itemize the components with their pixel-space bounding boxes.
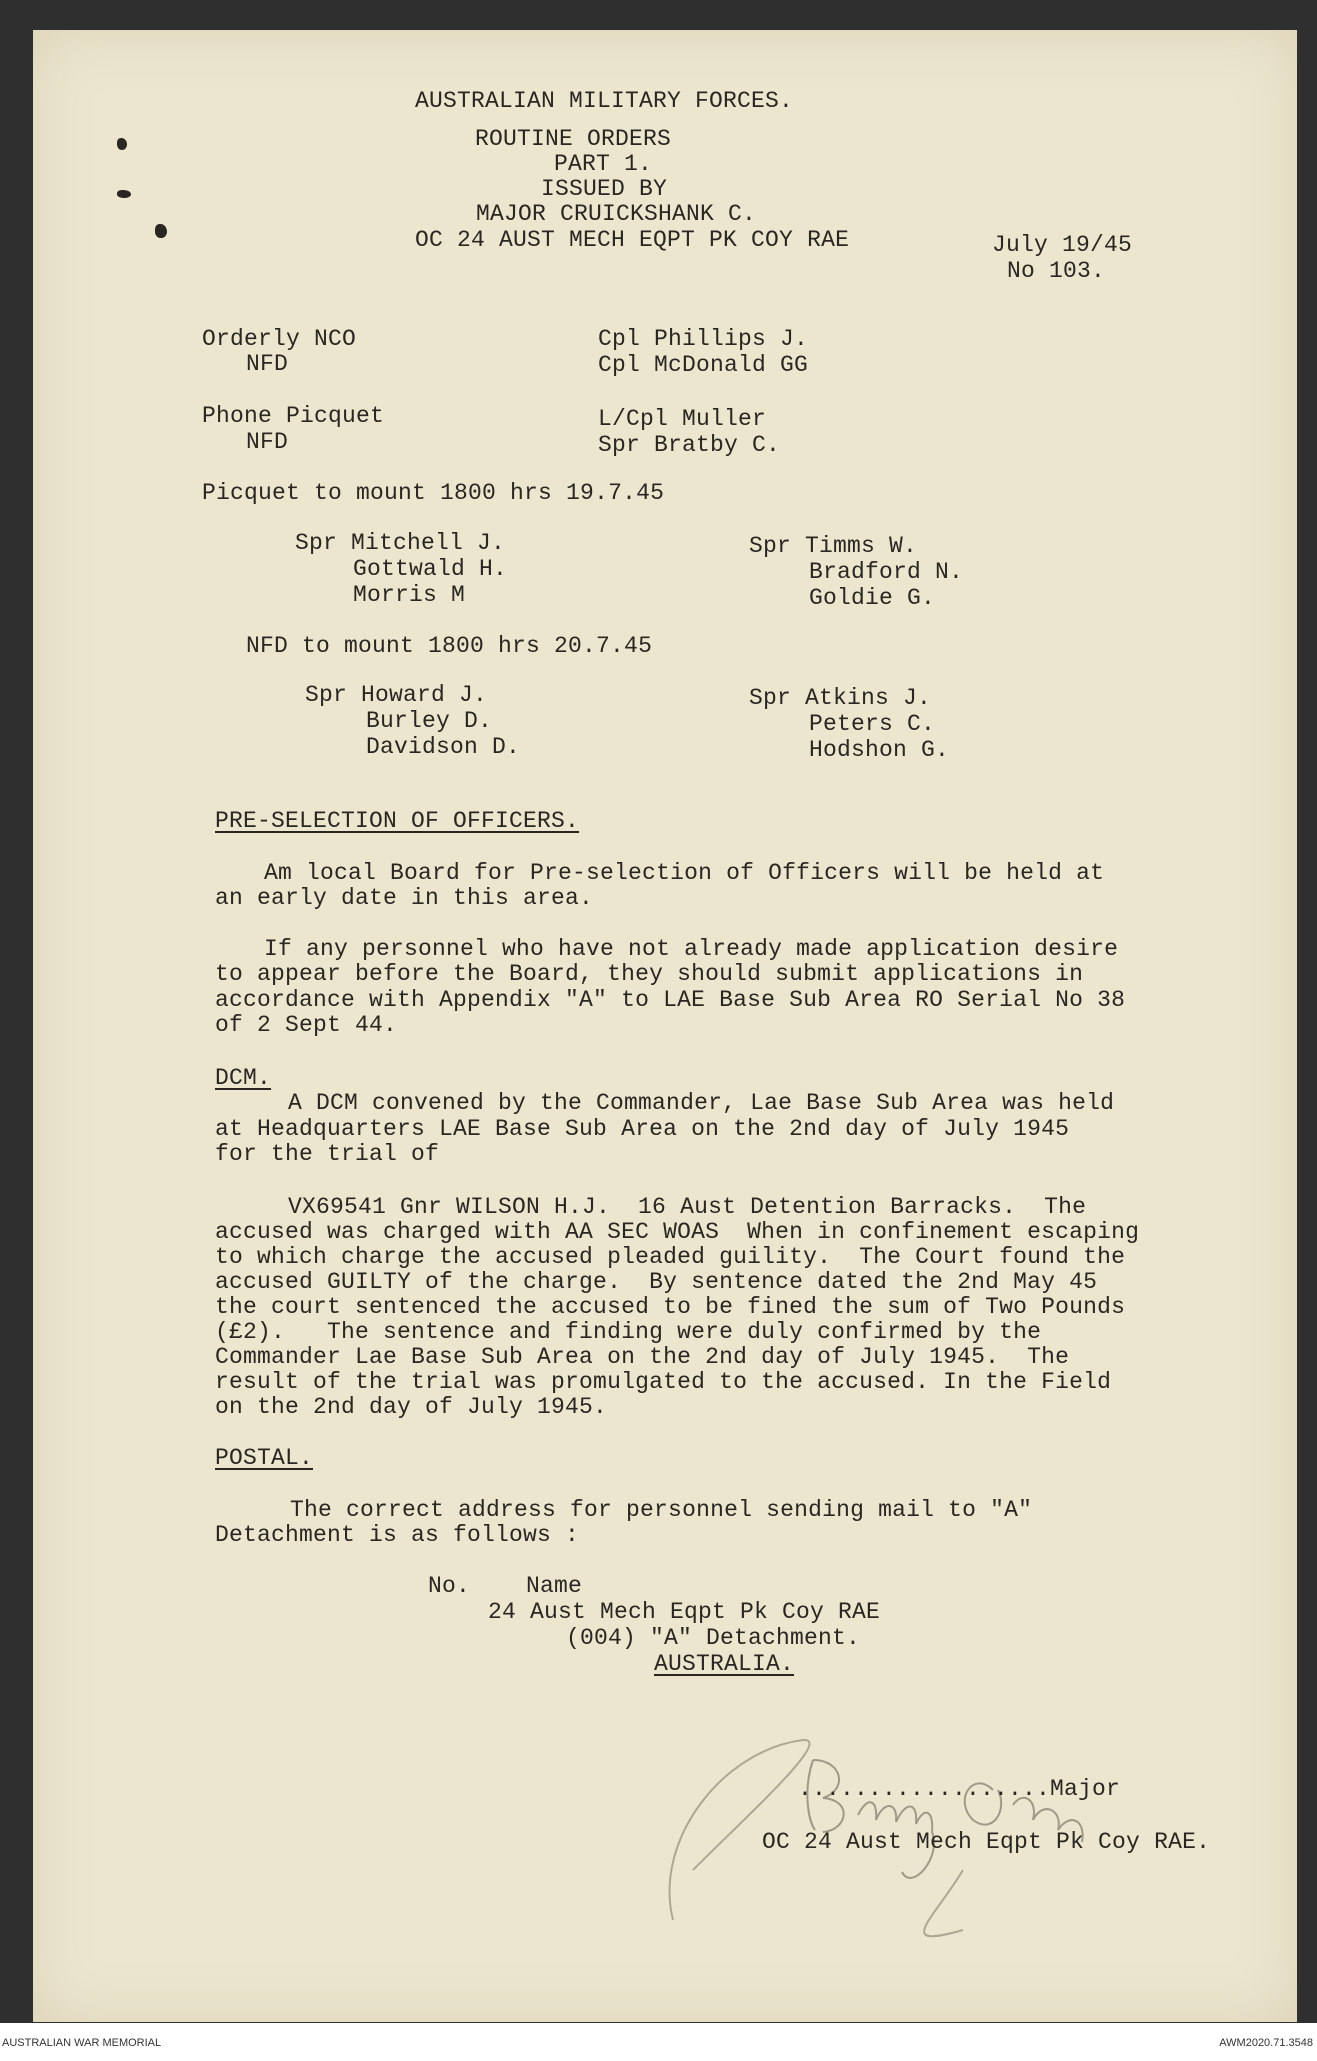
dcm-text-line: accused GUILTY of the charge. By sentence dated the 2nd May 45	[215, 1269, 1098, 1295]
picquet-left-name: Morris M	[353, 582, 466, 608]
phone-nfd-label: NFD	[246, 429, 289, 455]
orderly-nfd-label: NFD	[246, 351, 289, 377]
nfd-heading: NFD to mount 1800 hrs 20.7.45	[246, 633, 653, 659]
issuer-name: MAJOR CRUICKSHANK C.	[476, 201, 757, 227]
nfd-right-name: Hodshon G.	[809, 737, 950, 763]
nfd-left-name: Davidson D.	[366, 734, 521, 760]
nfd-right-name: Peters C.	[809, 711, 936, 737]
punch-hole	[117, 190, 131, 198]
archive-name: AUSTRALIAN WAR MEMORIAL	[2, 2037, 162, 2049]
preselection-text-line: Am local Board for Pre-selection of Officers will be held at	[264, 860, 1105, 886]
punch-hole	[117, 138, 127, 150]
dcm-text-line: for the trial of	[215, 1141, 440, 1167]
dcm-text-line: result of the trial was promulgated to the accused. In the Field	[215, 1369, 1112, 1395]
phone-picquet-name: L/Cpl Muller	[598, 406, 767, 432]
phone-nfd-name: Spr Bratby C.	[598, 432, 781, 458]
dcm-text-line: at Headquarters LAE Base Sub Area on the 2nd day of July 1945	[215, 1116, 1070, 1142]
picquet-left-name: Gottwald H.	[353, 556, 508, 582]
dcm-text-line: to which charge the accused pleaded guility. The Court found the	[215, 1244, 1126, 1270]
preselection-text-line: accordance with Appendix "A" to LAE Base Sub Area RO Serial No 38	[215, 987, 1126, 1013]
orderly-nfd-name: Cpl McDonald GG	[598, 352, 809, 378]
picquet-right-name: Bradford N.	[809, 559, 964, 585]
picquet-left-name: Spr Mitchell J.	[295, 530, 506, 556]
address-line: 24 Aust Mech Eqpt Pk Coy RAE	[488, 1599, 881, 1625]
dcm-text-line: the court sentenced the accused to be fined the sum of Two Pounds	[215, 1294, 1126, 1320]
signature-line: ..................Major	[798, 1776, 1121, 1802]
dcm-text-line: VX69541 Gnr WILSON H.J. 16 Aust Detention Barracks. The	[288, 1194, 1087, 1220]
address-line: (004) "A" Detachment.	[566, 1625, 861, 1651]
archive-reference: AWM2020.71.3548	[1219, 2037, 1313, 2049]
preselection-text-line: If any personnel who have not already made application desire	[264, 936, 1119, 962]
picquet-right-name: Goldie G.	[809, 585, 936, 611]
org-heading: AUSTRALIAN MILITARY FORCES.	[415, 88, 794, 114]
dcm-text-line: (£2). The sentence and finding were duly confirmed by the	[215, 1319, 1042, 1345]
nfd-left-name: Burley D.	[366, 708, 493, 734]
doc-title: ROUTINE ORDERS	[475, 126, 672, 152]
issued-label: ISSUED BY	[541, 176, 668, 202]
preselection-heading: PRE-SELECTION OF OFFICERS.	[215, 808, 580, 834]
dcm-text-line: on the 2nd day of July 1945.	[215, 1394, 608, 1420]
picquet-right-name: Spr Timms W.	[749, 533, 918, 559]
punch-hole	[155, 224, 167, 238]
orderly-nco-label: Orderly NCO	[202, 326, 357, 352]
dcm-text-line: Commander Lae Base Sub Area on the 2nd day of July 1945. The	[215, 1344, 1070, 1370]
orderly-nco-name: Cpl Phillips J.	[598, 326, 809, 352]
archive-footer	[0, 2023, 1317, 2061]
part-label: PART 1.	[554, 151, 653, 177]
preselection-text-line: an early date in this area.	[215, 885, 594, 911]
order-number: No 103.	[1007, 258, 1106, 284]
document-page	[33, 30, 1297, 2022]
dcm-heading: DCM.	[215, 1065, 272, 1091]
nfd-left-name: Spr Howard J.	[305, 682, 488, 708]
address-line: No. Name	[428, 1573, 583, 1599]
address-country: AUSTRALIA.	[654, 1651, 795, 1677]
order-date: July 19/45	[992, 232, 1133, 258]
preselection-text-line: to appear before the Board, they should submit applications in	[215, 961, 1084, 987]
phone-picquet-label: Phone Picquet	[202, 403, 385, 429]
dcm-text-line: A DCM convened by the Commander, Lae Base Sub Area was held	[288, 1090, 1115, 1116]
postal-text-line: The correct address for personnel sending mail to "A"	[290, 1497, 1033, 1523]
issuer-unit: OC 24 AUST MECH EQPT PK COY RAE	[415, 227, 850, 253]
postal-text-line: Detachment is as follows :	[215, 1522, 580, 1548]
nfd-right-name: Spr Atkins J.	[749, 685, 932, 711]
signatory-unit: OC 24 Aust Mech Eqpt Pk Coy RAE.	[762, 1829, 1211, 1855]
picquet-heading: Picquet to mount 1800 hrs 19.7.45	[202, 480, 665, 506]
postal-heading: POSTAL.	[215, 1445, 314, 1471]
preselection-text-line: of 2 Sept 44.	[215, 1012, 398, 1038]
dcm-text-line: accused was charged with AA SEC WOAS When in confinement escaping	[215, 1219, 1140, 1245]
